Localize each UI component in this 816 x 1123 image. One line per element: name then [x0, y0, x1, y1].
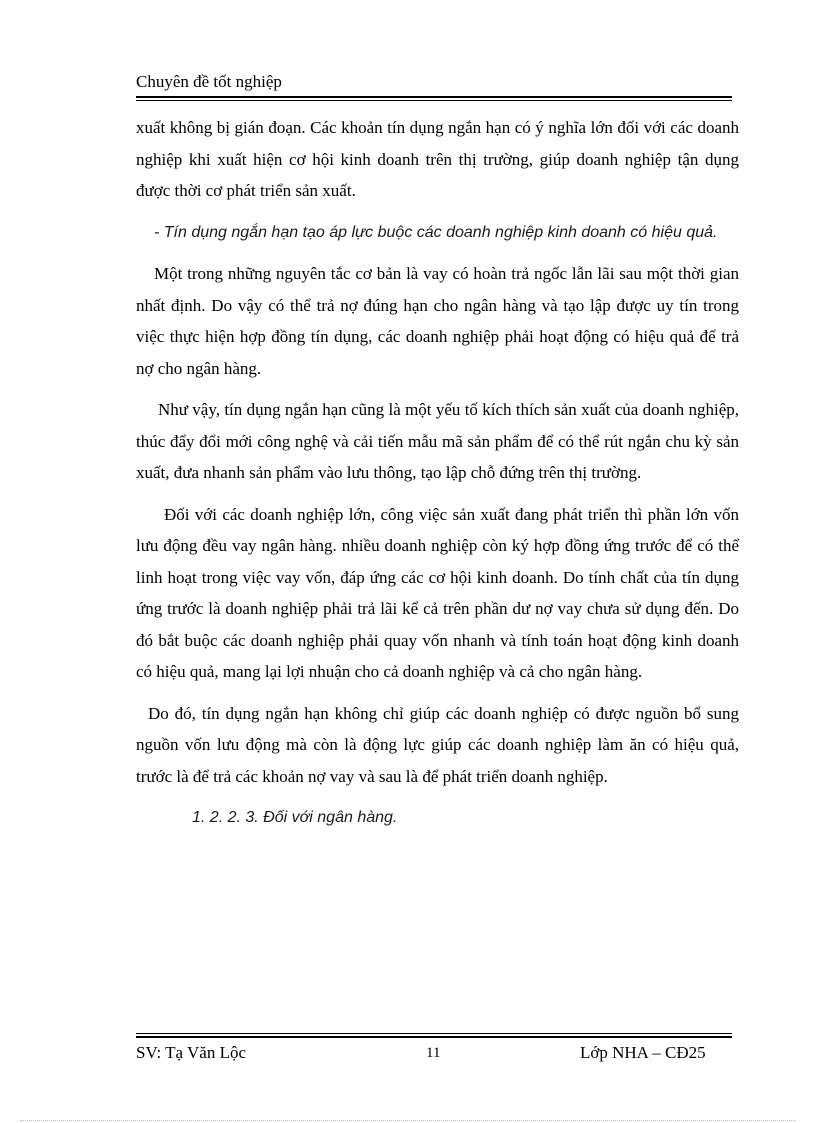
paragraph-stimulus: Như vậy, tín dụng ngắn hạn cũng là một yếu tố kích thích sản xuất của doanh nghiệp, thúc đẩy đổi mới công nghệ và cải tiến mẫu mã sản phẩm để có thể rút ngắn chu kỳ sản xuất, đưa nhanh sản phẩm vào lưu thông, tạo lập chỗ đứng trên thị trường. — [136, 400, 739, 482]
header-rule-thick — [136, 96, 732, 98]
header-title: Chuyên đề tốt nghiệp — [136, 72, 282, 91]
paragraph-continuation: xuất không bị gián đoạn. Các khoản tín dụng ngắn hạn có ý nghĩa lớn đối với các doanh nghiệp khi xuất hiện cơ hội kinh doanh trên thị trường, giúp doanh nghiệp tận dụng được thời cơ phát triển sản xuất. — [136, 118, 739, 200]
section-subheading: 1. 2. 2. 3. Đối với ngân hàng. — [192, 809, 398, 826]
footer-student-name: SV: Tạ Văn Lộc — [136, 1043, 247, 1062]
footer-page-number: 11 — [426, 1045, 441, 1061]
footer-class-name: Lớp NHA – CĐ25 — [580, 1043, 706, 1062]
paragraph-italic-point: - Tín dụng ngắn hạn tạo áp lực buộc các doanh nghiệp kinh doanh có hiệu quả. — [154, 223, 718, 241]
page-body — [136, 112, 739, 834]
paragraph-large-enterprises: Đối với các doanh nghiệp lớn, công việc sản xuất đang phát triển thì phần lớn vốn lưu động đều vay ngân hàng. nhiều doanh nghiệp còn ký hợp đồng ứng trước để có thể linh hoạt trong việc vay vốn, đáp ứng các cơ hội kinh doanh. Do tính chất của tín dụng ứng trước là doanh nghiệp phải trả lãi kể cả trên phần dư nợ vay chưa sử dụng đến. Do đó bắt buộc các doanh nghiệp phải quay vốn nhanh và tính toán hoạt động kinh doanh có hiệu quả, mang lại lợi nhuận cho cả doanh nghiệp và cả cho ngân hàng. — [136, 504, 739, 681]
header-rule-thin — [136, 100, 732, 101]
paragraph-repayment: Một trong những nguyên tắc cơ bản là vay có hoàn trả ngốc lẫn lãi sau một thời gian nhất định. Do vậy có thể trả nợ đúng hạn cho ngân hàng và tạo lập được uy tín trong việc thực hiện hợp đồng tín dụng, các doanh nghiệp phải hoạt động có hiệu quả để trả nợ cho ngân hàng. — [136, 264, 739, 378]
page-bottom-dotted-line — [20, 1120, 796, 1121]
footer-rule-thin — [136, 1033, 732, 1034]
paragraph-conclusion: Do đó, tín dụng ngắn hạn không chỉ giúp các doanh nghiệp có được nguồn bổ sung nguồn vốn lưu động mà còn là động lực giúp các doanh nghiệp làm ăn có hiệu quả, trước là để trả các khoản nợ vay và sau là để phát triển doanh nghiệp. — [136, 703, 739, 786]
footer-rule-thick — [136, 1036, 732, 1038]
